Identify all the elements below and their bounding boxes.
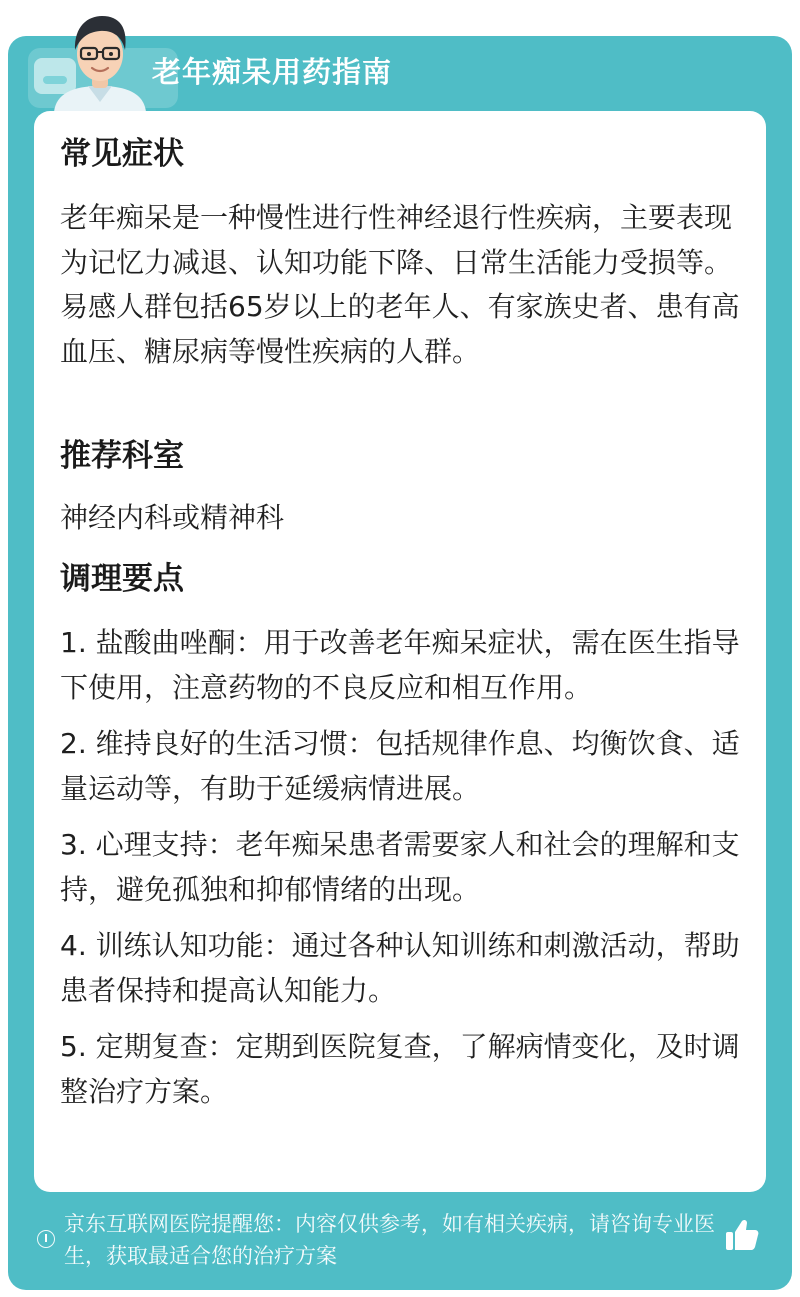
content-card [34,111,766,1192]
page-title: 老年痴呆用药指南 [152,55,393,89]
thumbs-up-icon[interactable] [724,1218,760,1252]
care-section [60,559,740,1114]
care-heading: 调理要点 [60,561,184,597]
symptoms-heading: 常见症状 [60,136,184,172]
care-item: 1. 盐酸曲唑酮：用于改善老年痴呆症状，需在医生指导下使用，注意药物的不良反应和相互作用。 [60,626,740,704]
department-heading: 推荐科室 [60,438,184,474]
symptoms-section [60,134,740,374]
disclaimer-text: 京东互联网医院提醒您：内容仅供参考，如有相关疾病，请咨询专业医生，获取最适合您的治疗方案 [64,1212,715,1268]
department-section [60,436,740,541]
symptoms-text: 老年痴呆是一种慢性进行性神经退行性疾病，主要表现为记忆力减退、认知功能下降、日常生活能力受损等。易感人群包括65岁以上的老年人、有家族史者、患有高血压、糖尿病等慢性疾病的人群。 [60,201,740,368]
care-item: 3. 心理支持：老年痴呆患者需要家人和社会的理解和支持，避免孤独和抑郁情绪的出现。 [60,828,740,906]
care-item: 5. 定期复查：定期到医院复查，了解病情变化，及时调整治疗方案。 [60,1030,740,1108]
info-icon [37,1230,55,1248]
care-item: 4. 训练认知功能：通过各种认知训练和刺激活动，帮助患者保持和提高认知能力。 [60,929,740,1007]
doctor-avatar [44,6,156,112]
care-item: 2. 维持良好的生活习惯：包括规律作息、均衡饮食、适量运动等，有助于延缓病情进展。 [60,727,740,805]
department-text: 神经内科或精神科 [60,501,285,534]
